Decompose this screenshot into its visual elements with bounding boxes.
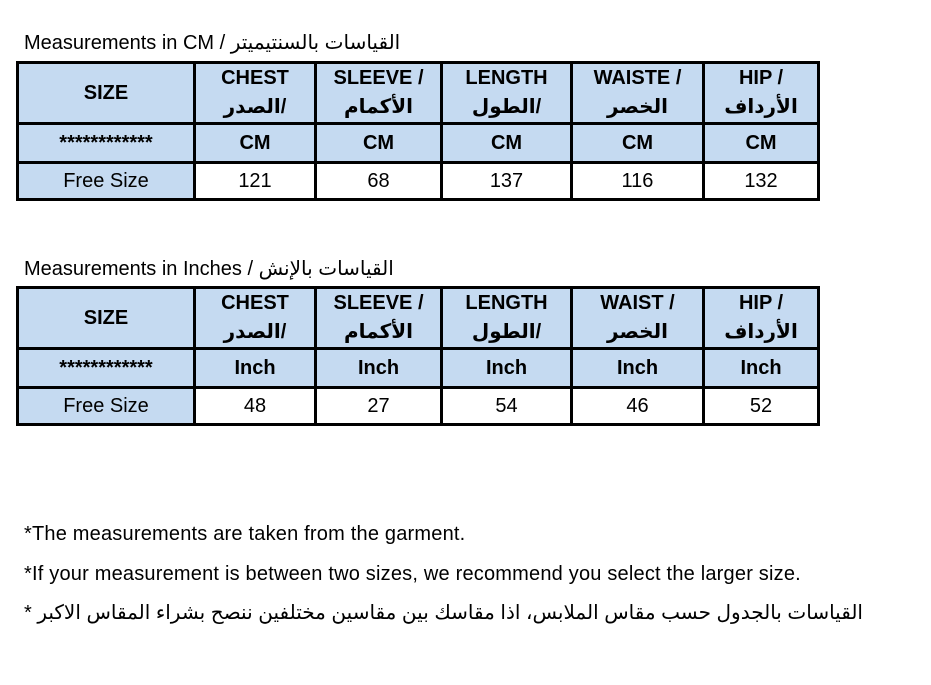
cm-unit-cell: CM bbox=[195, 124, 316, 163]
cm-unit-cell: CM bbox=[316, 124, 442, 163]
cm-unit-row bbox=[18, 124, 819, 163]
cm-title-en: Measurements in CM / bbox=[24, 32, 226, 54]
cm-section-title bbox=[24, 31, 400, 55]
inch-value-hip: 52 bbox=[704, 388, 819, 425]
inch-unit-cell: Inch bbox=[704, 349, 819, 388]
cm-value-waist: 116 bbox=[572, 163, 704, 200]
cm-unit-cell: CM bbox=[442, 124, 572, 163]
cm-title-ar: القياسات بالسنتيميتر bbox=[230, 32, 401, 54]
inch-col-hip: HIP / الأرداف bbox=[704, 288, 819, 349]
cm-value-chest: 121 bbox=[195, 163, 316, 200]
inch-value-length: 54 bbox=[442, 388, 572, 425]
note-garment: *The measurements are taken from the garment. bbox=[24, 523, 466, 545]
cm-value-length: 137 bbox=[442, 163, 572, 200]
inch-unit-cell: Inch bbox=[316, 349, 442, 388]
cm-size-table bbox=[16, 61, 820, 201]
cm-header-row bbox=[18, 63, 819, 124]
cm-size-header: SIZE bbox=[18, 63, 195, 124]
cm-row-label: Free Size bbox=[18, 163, 195, 200]
cm-col-chest: CHEST /الصدر bbox=[195, 63, 316, 124]
cm-value-row bbox=[18, 163, 819, 200]
inch-value-row bbox=[18, 388, 819, 425]
inch-value-sleeve: 27 bbox=[316, 388, 442, 425]
cm-unit-cell: CM bbox=[704, 124, 819, 163]
cm-col-length: LENGTH /الطول bbox=[442, 63, 572, 124]
cm-value-sleeve: 68 bbox=[316, 163, 442, 200]
inch-header-row bbox=[18, 288, 819, 349]
inch-unit-row bbox=[18, 349, 819, 388]
inch-section-title bbox=[24, 257, 394, 281]
inch-value-waist: 46 bbox=[572, 388, 704, 425]
inch-col-sleeve: SLEEVE / الأكمام bbox=[316, 288, 442, 349]
inch-unit-cell: Inch bbox=[442, 349, 572, 388]
inch-size-table bbox=[16, 286, 820, 426]
cm-col-sleeve: SLEEVE / الأكمام bbox=[316, 63, 442, 124]
inch-unit-cell: Inch bbox=[572, 349, 704, 388]
inch-col-chest: CHEST /الصدر bbox=[195, 288, 316, 349]
inch-unit-cell: Inch bbox=[195, 349, 316, 388]
cm-unit-label: ************ bbox=[18, 124, 195, 163]
inch-value-chest: 48 bbox=[195, 388, 316, 425]
cm-col-waist: WAISTE / الخصر bbox=[572, 63, 704, 124]
inch-row-label: Free Size bbox=[18, 388, 195, 425]
inch-title-en: Measurements in Inches / bbox=[24, 258, 253, 280]
inch-title-ar: القياسات بالإنش bbox=[258, 258, 394, 280]
note-arabic: القياسات بالجدول حسب مقاس الملابس، اذا مقاسك بين مقاسين مختلفين ننصح بشراء المقاس الاكبر * bbox=[24, 602, 863, 624]
inch-size-header: SIZE bbox=[18, 288, 195, 349]
cm-unit-cell: CM bbox=[572, 124, 704, 163]
note-larger-size: *If your measurement is between two sizes, we recommend you select the larger size. bbox=[24, 563, 801, 585]
inch-col-waist: WAIST / الخصر bbox=[572, 288, 704, 349]
inch-col-length: LENGTH /الطول bbox=[442, 288, 572, 349]
cm-value-hip: 132 bbox=[704, 163, 819, 200]
cm-col-hip: HIP / الأرداف bbox=[704, 63, 819, 124]
inch-unit-label: ************ bbox=[18, 349, 195, 388]
